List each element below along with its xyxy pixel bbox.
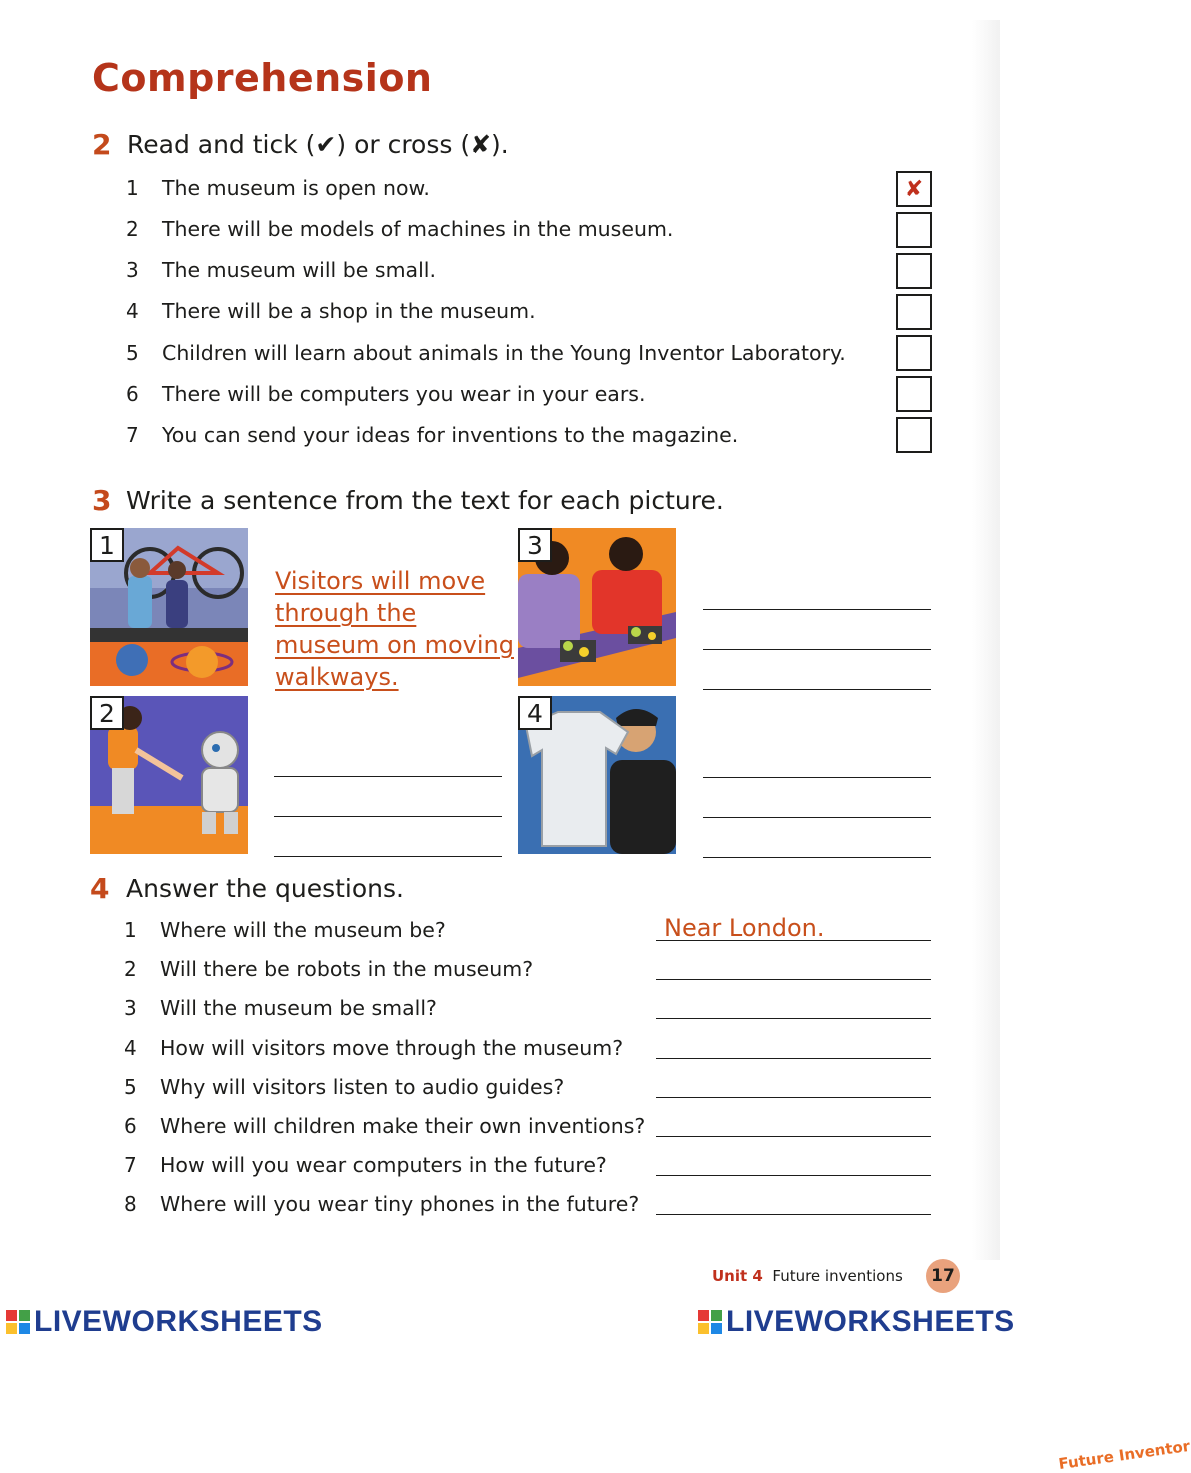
question-8-answer-line[interactable] (656, 1214, 931, 1215)
picture-1-answer-line-1[interactable]: Visitors will move (275, 567, 486, 595)
picture-3-answer-line[interactable] (703, 649, 931, 650)
item-number: 4 (126, 299, 139, 323)
question-number: 2 (124, 957, 137, 981)
question-3-answer-line[interactable] (656, 1018, 931, 1019)
picture-1-answer-line-4[interactable]: walkways. (275, 663, 399, 691)
question-text: Where will children make their own inventions? (160, 1114, 646, 1138)
question-1-answer[interactable]: Near London. (664, 914, 825, 942)
question-text: Why will visitors listen to audio guides? (160, 1075, 565, 1099)
statement-text: There will be computers you wear in your ears. (162, 382, 646, 406)
statement-text: There will be a shop in the museum. (162, 299, 536, 323)
picture-1-answer-line-2[interactable]: through the (275, 599, 417, 627)
picture-2-answer-line[interactable] (274, 816, 502, 817)
picture-1 (90, 528, 248, 686)
question-6-answer-line[interactable] (656, 1136, 931, 1137)
statement-text: You can send your ideas for inventions to the magazine. (162, 423, 739, 447)
statement-text: Children will learn about animals in the Young Inventor Laboratory. (162, 341, 846, 365)
question-number: 6 (124, 1114, 137, 1138)
unit-label: Unit 4 (712, 1267, 763, 1285)
question-text: Where will you wear tiny phones in the future? (160, 1192, 640, 1216)
footer-unit (712, 1267, 903, 1285)
picture-3-answer-line[interactable] (703, 689, 931, 690)
tick-box-5[interactable] (896, 335, 932, 371)
question-number: 8 (124, 1192, 137, 1216)
item-number: 2 (126, 217, 139, 241)
section-3-instruction: Write a sentence from the text for each picture. (126, 486, 724, 515)
picture-number: 1 (90, 528, 124, 562)
tick-mark (898, 255, 930, 287)
section-4-number: 4 (90, 872, 110, 905)
tick-mark (898, 419, 930, 451)
item-number: 7 (126, 423, 139, 447)
tshirt-print-text: Future Inventor (1057, 1436, 1191, 1473)
picture-2-answer-line[interactable] (274, 776, 502, 777)
question-4-answer-line[interactable] (656, 1058, 931, 1059)
statement-text: The museum will be small. (162, 258, 437, 282)
picture-1-answer-line-3[interactable]: museum on moving (275, 631, 514, 659)
liveworksheets-logo-icon (698, 1310, 722, 1334)
question-7-answer-line[interactable] (656, 1175, 931, 1176)
tick-box-2[interactable] (896, 212, 932, 248)
question-number: 4 (124, 1036, 137, 1060)
picture-4-answer-line[interactable] (703, 777, 931, 778)
item-number: 6 (126, 382, 139, 406)
item-number: 3 (126, 258, 139, 282)
picture-4-answer-line[interactable] (703, 857, 931, 858)
tick-box-4[interactable] (896, 294, 932, 330)
unit-title: Future inventions (772, 1267, 903, 1285)
watermark-text: LIVEWORKSHEETS (726, 1305, 1015, 1338)
statement-text: There will be models of machines in the museum. (162, 217, 674, 241)
item-number: 5 (126, 341, 139, 365)
question-number: 5 (124, 1075, 137, 1099)
item-number: 1 (126, 176, 139, 200)
statement-text: The museum is open now. (162, 176, 430, 200)
picture-4-answer-line[interactable] (703, 817, 931, 818)
tick-box-7[interactable] (896, 417, 932, 453)
tick-mark (898, 378, 930, 410)
question-number: 1 (124, 918, 137, 942)
question-5-answer-line[interactable] (656, 1097, 931, 1098)
question-text: How will visitors move through the museum? (160, 1036, 624, 1060)
picture-number: 2 (90, 696, 124, 730)
tick-box-3[interactable] (896, 253, 932, 289)
section-3-number: 3 (92, 484, 112, 517)
liveworksheets-watermark-left (6, 1305, 323, 1339)
page-number: 17 (926, 1259, 960, 1293)
picture-3-answer-line[interactable] (703, 609, 931, 610)
section-2-number: 2 (92, 128, 112, 161)
liveworksheets-logo-icon (6, 1310, 30, 1334)
tick-box-1[interactable] (896, 171, 932, 207)
page-title: Comprehension (92, 56, 433, 100)
page-edge-shadow (972, 20, 1000, 1260)
tick-mark (898, 296, 930, 328)
picture-3 (518, 528, 676, 686)
liveworksheets-watermark-right (698, 1305, 1015, 1339)
question-2-answer-line[interactable] (656, 979, 931, 980)
picture-number: 4 (518, 696, 552, 730)
cross-mark-icon: ✘ (904, 176, 924, 202)
tick-mark (898, 337, 930, 369)
question-text: Will the museum be small? (160, 996, 437, 1020)
tick-mark (898, 214, 930, 246)
question-number: 7 (124, 1153, 137, 1177)
section-4-instruction: Answer the questions. (126, 874, 404, 903)
watermark-text: LIVEWORKSHEETS (34, 1305, 323, 1338)
picture-2 (90, 696, 248, 854)
question-text: Where will the museum be? (160, 918, 446, 942)
picture-number: 3 (518, 528, 552, 562)
question-number: 3 (124, 996, 137, 1020)
question-text: Will there be robots in the museum? (160, 957, 534, 981)
section-2-instruction: Read and tick (✔) or cross (✘). (127, 130, 509, 159)
picture-2-answer-line[interactable] (274, 856, 502, 857)
tick-box-6[interactable] (896, 376, 932, 412)
question-text: How will you wear computers in the future? (160, 1153, 607, 1177)
question-1-answer-line[interactable] (656, 940, 931, 941)
